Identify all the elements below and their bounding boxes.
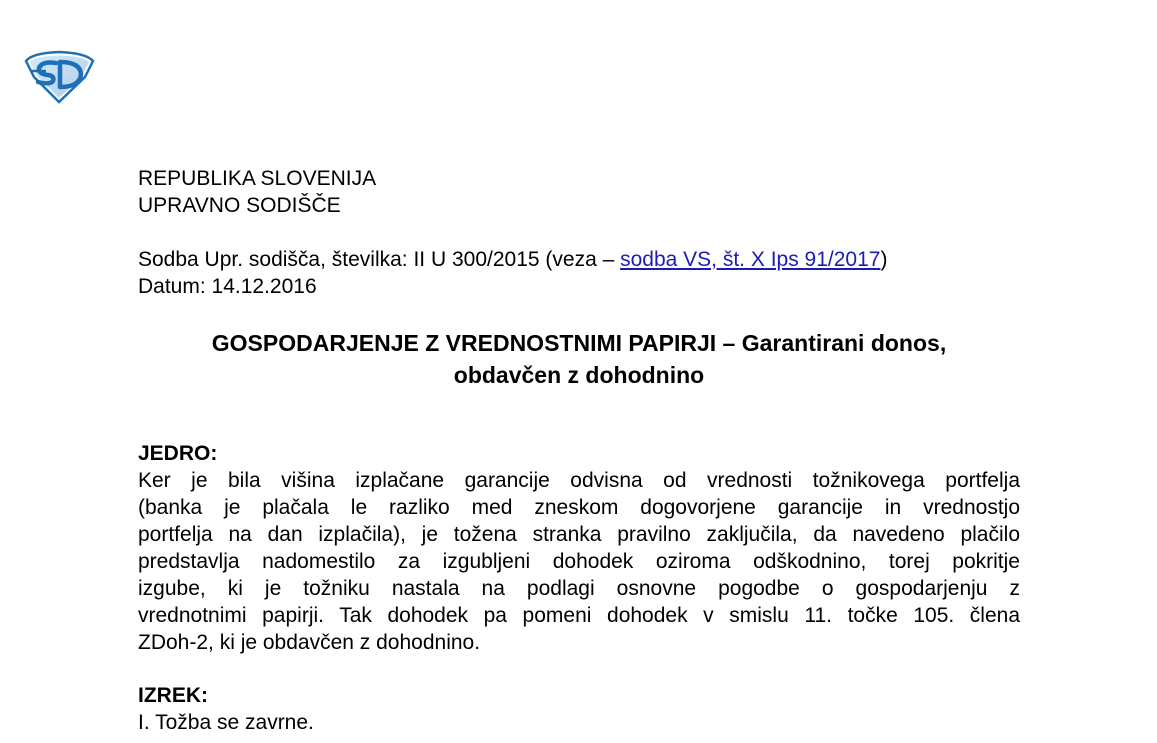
summary-line: vrednotnimi papirji. Tak dohodek pa pomeni dohodek v smislu 11. točke 105. člena xyxy=(138,604,1020,627)
summary-line: portfelja na dan izplačila), je tožena stranka pravilno zaključila, da navedeno plačilo xyxy=(138,523,1020,546)
country-name: REPUBLIKA SLOVENIJA xyxy=(138,167,377,190)
related-judgment-link[interactable]: sodba VS, št. X Ips 91/2017 xyxy=(620,248,881,271)
judgment-date: Datum: 14.12.2016 xyxy=(138,275,317,298)
summary-line: predstavlja nadomestilo za izgubljeni dohodek oziroma odškodnino, torej pokritje xyxy=(138,550,1020,573)
summary-line: Ker je bila višina izplačane garancije odvisna od vrednosti tožnikovega portfelja xyxy=(138,469,1020,492)
summary-body xyxy=(138,467,1020,656)
case-reference-suffix: ) xyxy=(880,248,888,271)
document-header xyxy=(138,165,1020,300)
ruling-heading: IZREK: xyxy=(138,684,208,707)
ruling-line: I. Tožba se zavrne. xyxy=(138,711,314,734)
summary-heading: JEDRO: xyxy=(138,442,218,465)
case-reference xyxy=(138,246,1020,273)
court-logo xyxy=(22,47,96,105)
spacer xyxy=(138,219,1020,246)
summary-line: ZDoh-2, ki je obdavčen z dohodnino. xyxy=(138,631,481,654)
case-reference-prefix: Sodba Upr. sodišča, številka: II U 300/2015 (veza – xyxy=(138,248,621,271)
court-shield-logo-icon xyxy=(22,47,96,105)
document-title xyxy=(138,327,1020,391)
title-line-2: obdavčen z dohodnino xyxy=(453,362,705,388)
title-line-1: GOSPODARJENJE Z VREDNOSTNIMI PAPIRJI – Garantirani donos, xyxy=(211,330,947,356)
summary-line: (banka je plačala le razliko med zneskom dogovorjene garancije in vrednostjo xyxy=(138,496,1020,519)
ruling-section xyxy=(138,682,1020,736)
court-name: UPRAVNO SODIŠČE xyxy=(138,194,341,217)
summary-section xyxy=(138,440,1020,656)
summary-line: izgube, ki je tožniku nastala na podlagi osnovne pogodbe o gospodarjenju z xyxy=(138,577,1020,600)
